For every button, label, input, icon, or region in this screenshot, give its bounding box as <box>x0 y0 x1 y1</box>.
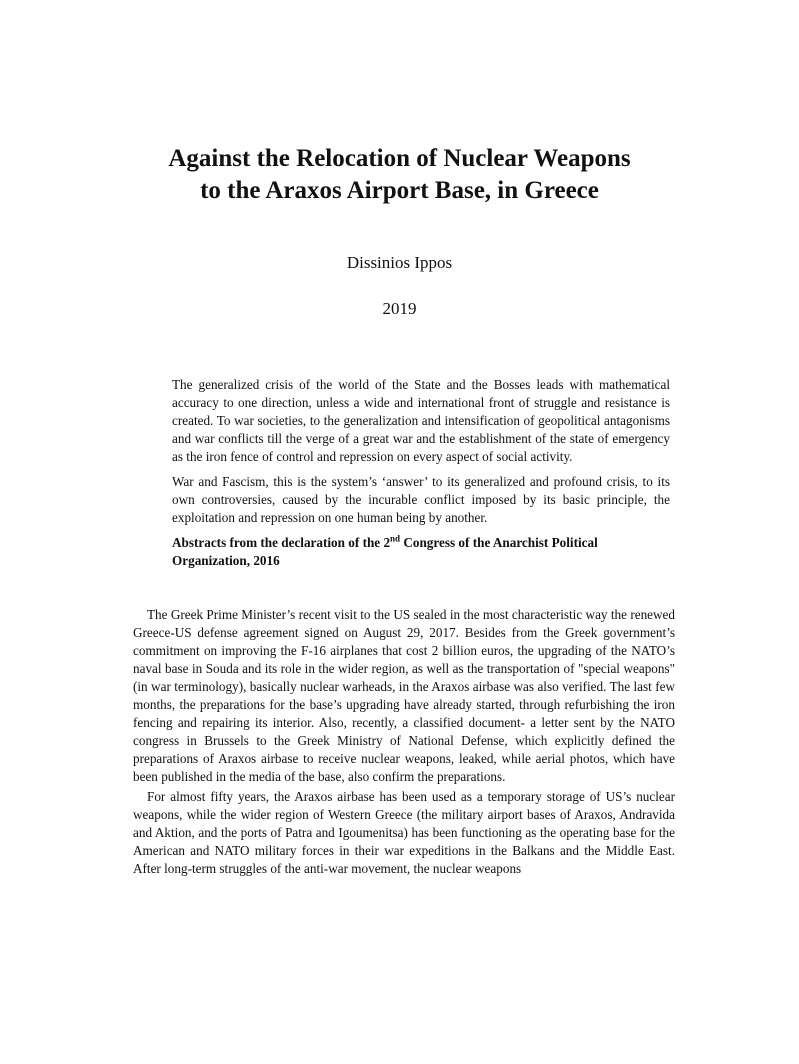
body-paragraph-1: The Greek Prime Minister’s recent visit to the US sealed in the most characteristic way the renewed Greece-US defense agreement signed on August 29, 2017. Besides from the Greek government’s commitment on improving the F-16 airplanes that cost 2 billion euros, the upgrading of the NATO’s naval base in Souda and its role in the wider region, as well as the transportation of "special weapons" (in war terminology), basically nuclear warheads, in the Araxos airbase was also verified. The last few months, the preparations for the base’s upgrading have already started, through refurbishing the iron fencing and repairing its interior. Also, recently, a classified document- a letter sent by the NATO congress in Brussels to the Greek Ministry of National Defense, which explicitly defined the preparations of Araxos airbase to receive nuclear weapons, leaked, while aerial photos, which have been published in the media of the base, also confirm the preparations. <box>133 607 675 784</box>
author-name: Dissinios Ippos <box>346 253 453 272</box>
attribution-prefix: Abstracts from the declaration of the 2 <box>172 535 391 550</box>
publication-year: 2019 <box>382 299 417 318</box>
title-line-2: to the Araxos Airport Base, in Greece <box>200 177 599 204</box>
attribution-superscript: nd <box>390 533 401 544</box>
attribution-suffix: Congress of the Anarchist Political Organization, 2016 <box>172 535 598 568</box>
body-text <box>133 606 675 880</box>
abstract-paragraph-1: The generalized crisis of the world of the State and the Bosses leads with mathematical accuracy to one direction, unless a wide and international front of struggle and resistance is created. To war societies, to the generalization and intensification of geopolitical antagonisms and war conflicts till the verge of a great war and the establishment of the state of emergency as the iron fence of control and repression on every aspect of social activity. <box>172 377 670 464</box>
document-title <box>100 143 699 207</box>
abstract-block <box>172 376 670 577</box>
body-paragraph-2: For almost fifty years, the Araxos airbase has been used as a temporary storage of US’s nuclear weapons, while the wider region of Western Greece (the military airport bases of Araxos, Andravida and Aktion, and the ports of Patra and Igoumenitsa) has been functioning as the operating base for the American and NATO military forces in their war expeditions in the Balkans and the Middle East. After long-term struggles of the anti-war movement, the nuclear weapons <box>133 789 675 876</box>
title-line-1: Against the Relocation of Nuclear Weapons <box>168 145 631 172</box>
abstract-paragraph-2: War and Fascism, this is the system’s ‘answer’ to its generalized and profound crisis, to its own controversies, caused by the incurable conflict imposed by its basic principle, the exploitation and repression on one human being by another. <box>172 474 670 525</box>
abstract-attribution <box>172 534 670 570</box>
